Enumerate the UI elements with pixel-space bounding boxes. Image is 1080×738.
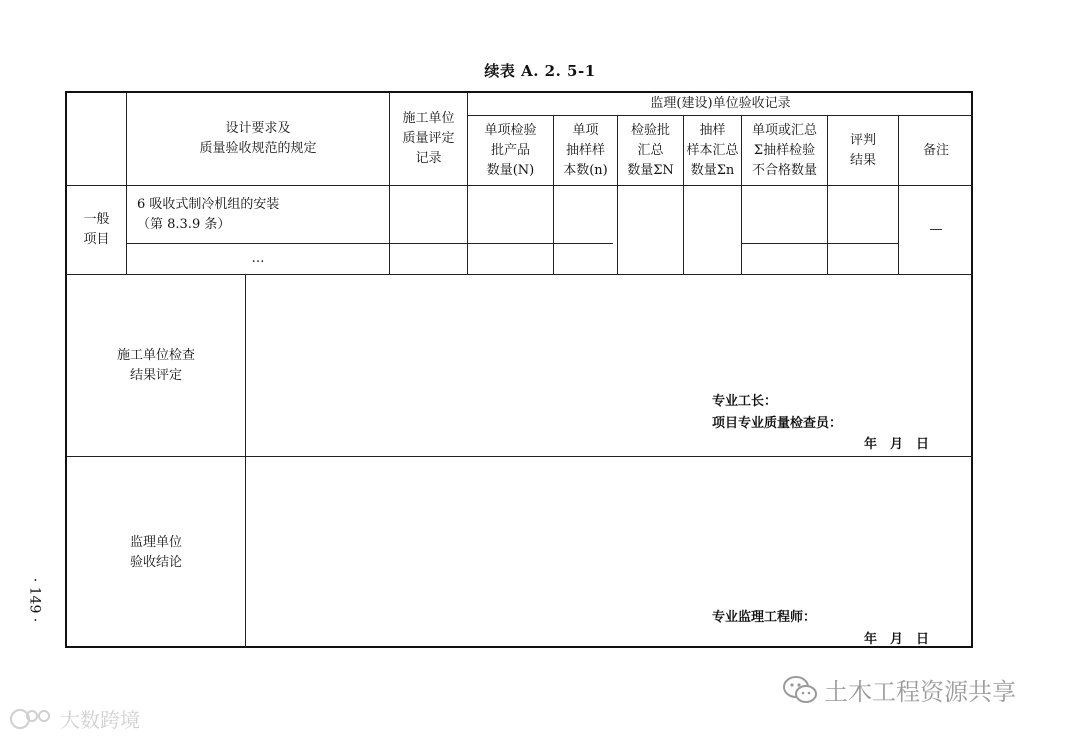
general-item-line-1: 6 吸收式制冷机组的安装	[137, 196, 280, 212]
general-label-line-1: 一般	[83, 212, 110, 227]
col4-line-1: 抽样	[699, 122, 726, 138]
col5-line-1: 单项或汇总	[751, 122, 817, 138]
watermark-left	[8, 704, 140, 733]
supervisor-label-line-1: 监理单位	[129, 534, 182, 550]
header-col-sample-count	[554, 116, 617, 185]
col-line-bottom-label	[245, 275, 246, 648]
table-title: 续表 A. 2. 5-1	[484, 62, 596, 80]
header-design-line-1: 设计要求及	[225, 121, 291, 136]
header-contractor-line-2: 质量评定	[402, 131, 455, 146]
col4-line-3: 数量Σn	[690, 162, 735, 178]
col2-line-2: 抽样样	[565, 142, 605, 158]
header-col-batch-sum	[618, 116, 683, 185]
foreman-signature-label: 专业工长：	[712, 394, 778, 409]
page-number	[26, 576, 50, 623]
col3-line-1: 检验批	[630, 122, 670, 138]
row-line-item-sub-2	[741, 243, 899, 244]
general-item-ellipsis	[127, 244, 389, 274]
general-item-text	[127, 186, 389, 243]
col1-line-3: 数量(N)	[486, 162, 535, 178]
header-design-requirements	[127, 93, 389, 185]
supervisor-label-line-2: 验收结论	[129, 554, 182, 570]
col4-line-2: 样本汇总	[686, 142, 739, 158]
watermark-right-text: 土木工程资源共享	[824, 678, 1016, 706]
wechat-icon	[782, 675, 818, 705]
acceptance-record-table	[65, 91, 973, 648]
page-number-text: · 149 ·	[26, 577, 43, 623]
col6-line-1: 评判	[849, 132, 876, 148]
col5-line-3: 不合格数量	[751, 162, 817, 178]
general-items-label	[67, 186, 126, 274]
header-col-judgement	[828, 116, 898, 185]
watermark-left-text: 大数跨境	[60, 708, 140, 732]
col1-line-1: 单项检验	[484, 122, 537, 138]
contractor-date: 年 月 日	[864, 437, 930, 452]
header-design-line-2: 质量验收规范的规定	[199, 141, 317, 156]
col2-line-1: 单项	[572, 122, 599, 138]
general-item-line-2: （第 8.3.9 条）	[137, 216, 231, 232]
col5-line-2: Σ抽样检验	[753, 142, 816, 158]
brand-logo-icon	[8, 706, 54, 732]
contractor-check-line-2: 结果评定	[129, 367, 182, 383]
col7-label: 备注	[922, 142, 949, 158]
header-col-batch-quantity	[468, 116, 553, 185]
col3-line-2: 汇总	[637, 142, 664, 158]
header-contractor-line-1: 施工单位	[402, 111, 455, 126]
col6-line-2: 结果	[849, 152, 876, 168]
contractor-check-label	[67, 275, 245, 456]
remark-dash: —	[929, 222, 943, 237]
col2-line-3: 本数(n)	[563, 162, 608, 178]
header-supervision-label: 监理(建设)单位验收记录	[650, 96, 791, 111]
supervisor-conclusion-label	[67, 457, 245, 648]
col3-line-3: 数量ΣN	[627, 162, 674, 178]
header-contractor-evaluation	[390, 93, 467, 185]
general-label-line-2: 项目	[83, 232, 110, 247]
header-supervision-group	[468, 93, 973, 115]
contractor-check-line-1: 施工单位检查	[116, 347, 195, 363]
ellipsis-text: …	[251, 251, 265, 266]
header-contractor-line-3: 记录	[415, 151, 442, 166]
header-col-unqualified	[742, 116, 827, 185]
supervisor-date: 年 月 日	[864, 632, 930, 647]
quality-inspector-signature-label: 项目专业质量检查员：	[712, 416, 843, 431]
header-col-remark	[899, 116, 973, 185]
col1-line-2: 批产品	[490, 142, 530, 158]
watermark-right	[782, 672, 1016, 707]
header-col-sample-sum	[684, 116, 741, 185]
general-remark-value	[899, 186, 973, 274]
supervision-engineer-signature-label: 专业监理工程师：	[712, 610, 817, 625]
